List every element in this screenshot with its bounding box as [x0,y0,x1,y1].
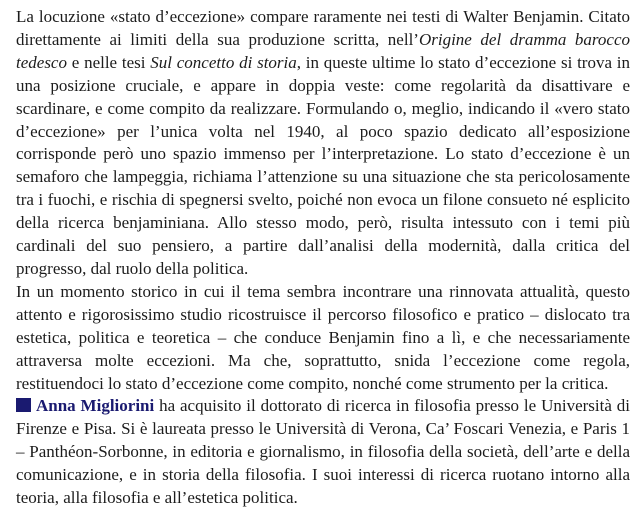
blurb-paragraph-2: In un momento storico in cui il tema sembra incontrare una rinnovata attualità, questo attento e rigorosissimo studio ricostruisce il percorso filosofico e pratico – dislocato tra estetica, politica e teoretica – che conduce Benjamin fino a lì, e che necessariamente attraversa molte eccezioni. Ma che, soprattutto, snida l’eccezione come regola, restituendoci lo stato d’eccezione come compito, nonché come strumento per la critica. [16,281,630,393]
author-bio [16,395,630,510]
author-name: Anna Migliorini [36,396,155,416]
author-bio-text: ha acquisito il dottorato di ricerca in filosofia presso le Università di Firenze e Pisa. Si è laureata presso le Università di Verona, Ca’ Foscari Venezia, e Paris 1 – Panthéon-Sorbonne, in editoria e giornalismo, in filosofia della società, dell’arte e della comunicazione, e in storia della filosofia. I suoi interessi di ricerca ruotano intorno alla teoria, alla filosofia e all’estetica politica. [16,396,630,508]
blurb-paragraph-1 [16,6,630,281]
blurb-text-2: e nelle tesi [66,52,151,72]
book-title-concetto-di-storia: Sul concetto di storia [150,52,297,72]
blurb-text-1: La locuzione «stato d’eccezione» compare raramente nei testi di Walter Benjamin. Citato direttamente ai limiti della sua produzione scritta, nell’ [16,7,630,49]
square-bullet-icon [16,398,31,412]
blurb-text-3: , in queste ultime lo stato d’eccezione si trova in una posizione cruciale, e appare in doppia veste: come regolarità da disattivare e scardinare, e come compito da realizzare. Formulando o, meglio, indicando il «vero stato d’eccezione» per l’unica volta nel 1940, al poco spazio dedicato all’esposizione corrisponde però uno spazio immenso per l’interpretazione. Lo stato d’eccezione è un semaforo che lampeggia, richiama l’attenzione su una situazione che sta pericolosamente tra i fuochi, e rischia di spegnersi svelto, poiché non evoca un filone consueto né esplicito della ricerca benjaminiana. Allo stesso modo, però, risulta intessuto con i temi più cardinali del suo pensiero, a partire dall’analisi della modernità, dalla critica del progresso, dal ruolo della politica. [16,52,630,278]
book-title-origine: Origine del dramma barocco tedesco [16,29,630,72]
